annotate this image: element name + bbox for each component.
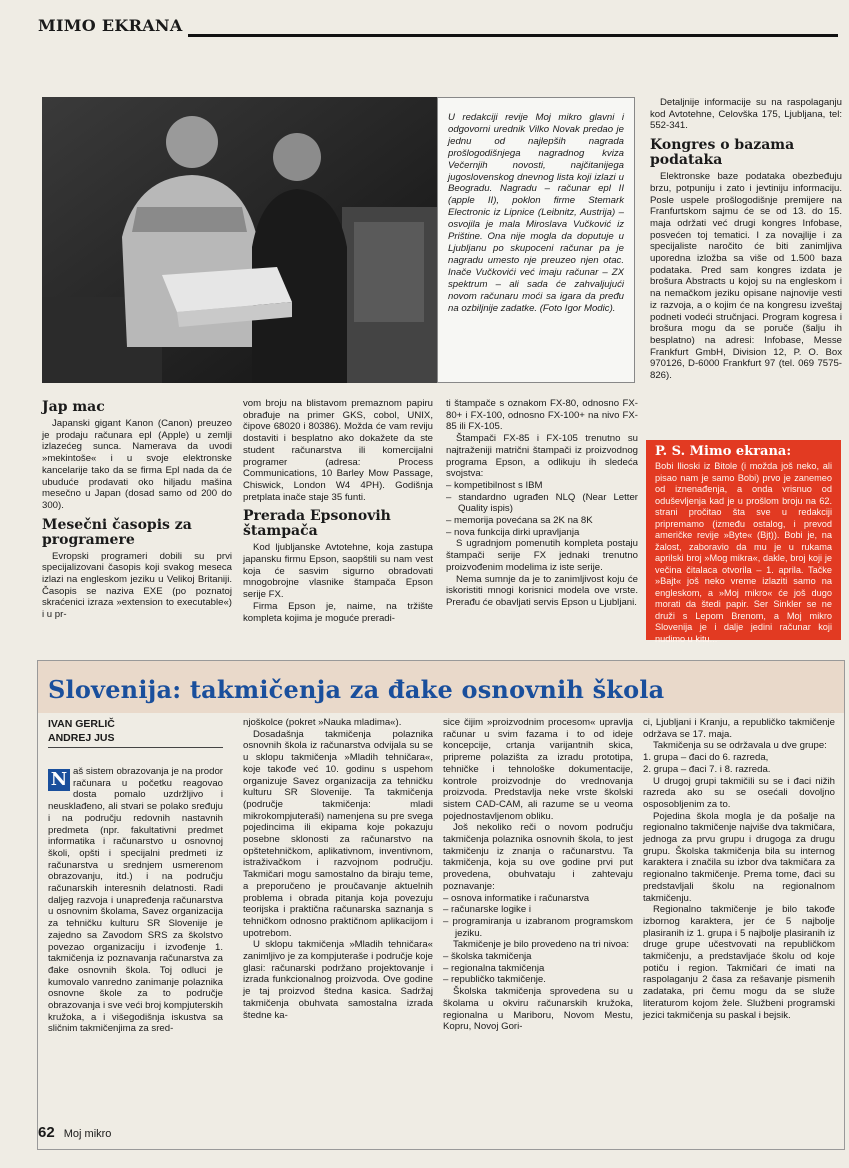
- epson-features-list: [446, 480, 638, 539]
- author: IVAN GERLIČ: [48, 718, 115, 730]
- feature-column-4: [643, 717, 835, 1021]
- feature-c2a: njoškolce (pokret »Nauka mladima«).: [243, 717, 402, 728]
- feature-c3a: sice čijim »proizvodnim procesom« upravlja računar u svim fazama i to od ideje koncepcije, crtanja varijantnih skica, pripreme polazišta za izradu prototipa, tehničke i tehnološke dokumentacije, kontrole proizvodnje do vrednovanja proizvoda. Predstavlja neke vrste školski sistem CAD-CAM, ali razume se u veoma pojednostavljenom obliku.: [443, 717, 633, 822]
- page-number: 62: [38, 1124, 55, 1141]
- feature-c3b: Još nekoliko reči o novom području takmičenja polaznika osnovnih škola, to jest takmičenju iz znanja o računarstvu. Ta takmičenja, koja su ove godine prvi put provedena, obuhvataju i zahtevaju poznavanje:: [443, 822, 633, 892]
- feature-c3c: Takmičenje je bilo provedeno na tri nivoa:: [453, 939, 629, 951]
- ps-text: Bobi Ilioski iz Bitole (i možda još neko, ali pisao nam je samo Bobi) prvo je zanemeo od iznenađenja, a onda vrisnuo od oduševljenja kad je u prošlom broju na 62. strani pročitao šta sve u redakciji pripremamo (između ostalog, i prevod američke revije »Byte« (Bjt)). Bobi je, na žalost, zaboravio da mu je u rukama aprilski broj »Mog mikra«, dakle, broj koji je večina čitalaca otvorila – 1. aprila. Tačke »Bajt« još neko vreme izlaziti samo na engleskom, a »Moj mikro« će još dugo morati da štedi papir. Ser Sinkler se ne druži s Lepom Brenom, a Moj mikro Slovenija je i dalje jedini računar koji nudimo u kitu...: [655, 461, 832, 644]
- page-footer: [38, 1124, 111, 1141]
- epson-body-4: Nema sumnje da je to zanimljivost koju će iskoristiti mnogi korisnici modela ove vrste. Prerađu će obavljati servis Epson u Ljubljani.: [446, 573, 638, 608]
- congress-body: Elektronske baze podataka obezbeđuju brzu, potpuniju i zato i jevtiniju informaciju. Posle uspele prošlogodišnje premijere na Franfurtskom sajmu će se od 13. do 15. maja održati već drugi kongres Infobase, posvećen toj tematici. I za novajlije i za specijaliste naročito će biti zanimljiva uporedna izložba sa više od 1.500 baza podataka. Pred sam kongres izdata je brošura Abstracts u kojoj su na engleskom i na nemačkom jeziku opisane najnovije vesti iz razvoja, a o kojim će na kongresu izveštaj podneti vodeći stručnjaci. Program kogresa i brošura mogu da se poruče (šalju ih besplatno) na adresi: Infobase, Messe Frankfurt GmbH, Division 12, P. O. Box 970126, D-6000 Frankfurt 97 (tel. 069 7575-826).: [650, 171, 842, 382]
- feature-intro: [48, 766, 223, 1035]
- magazine-body: Evropski programeri dobili su prvi specijalizovani časopis koji svakog meseca izlazi na engleskom jeziku u Velikoj Britaniji. Časopis se naziva EXE (po poznatoj skraćenici izraza »extension to executable«) i u pr-: [42, 550, 232, 621]
- epson-features-intro: Štampači FX-85 i FX-105 trenutno su najtraženiji matrični štampači iz proizvodnog programa Epson, a odlikuju ih sledeća svojstva:: [446, 433, 638, 480]
- epson-continued: ti štampače s oznakom FX-80, odnosno FX-80+ i FX-100, odnosno FX-100+ na nivo FX-85 ili FX-105.: [446, 398, 638, 433]
- list-item: – nova funkcija dirki upravljanja: [446, 526, 580, 538]
- list-item: 1. grupa – đaci do 6. razreda,: [643, 752, 769, 764]
- epson-body-3: S ugradnjom pomenutih kompleta postaju štampači serije FX jednaki trenutno proizvođenim modelima iz iste serije.: [446, 538, 638, 573]
- feature-c4e: Regionalno takmičenje je bilo takođe izbornog karaktera, jer će 5 najbolje plasiranih iz 1. grupa i 5 najbolje plasiranih iz druge grupe učestvovati na republičkom takmičenju, a predstavljaće školu od koje potiču i region. Takmičari će imati na raspolaganju 2 časa za rešavanje pismenih zadataka, pri čemu mogu da se služe literaturom kojom žele. Službeni programski jezici takmičenja su paskal i bejsik.: [643, 904, 835, 1021]
- ps-title: P. S. Mimo ekrana:: [655, 444, 792, 459]
- feature-c4d: Pojedina škola mogla je da pošalje na regionalno takmičenje najviše dva takmičara, jednoga za prvu grupu i drugoga za drugu grupu. Školska takmičenja bila su internog karaktera i značila su izbor dva takmičara za regionalno takmičenje. Prema tome, đaci su predstavljali školu na regionalnom takmičenju.: [643, 810, 835, 904]
- feature-c4a: ci, Ljubljani i Kranju, a republičko takmičenje održava se 17. maja.: [643, 717, 835, 740]
- knowledge-list: [443, 893, 633, 940]
- list-item: – memorija povećana sa 2K na 8K: [446, 515, 593, 527]
- feature-column-2: [243, 717, 433, 1021]
- congress-heading: Kongres o bazama podataka: [650, 137, 795, 169]
- header-rule: [188, 34, 838, 37]
- feature-c2c: U sklopu takmičenja »Mladih tehničara« zanimljivo je za kompjuteraše i područje koje glasi: računarski podržano projektovanje i izrada funkcionalnog proizvoda. Ove godine je taj proizvod štedna kasica. Sadržaj takmičenja obuhvata samostalna izrada štedne ka-: [243, 939, 433, 1021]
- author: ANDREJ JUS: [48, 732, 115, 744]
- section-title: MIMO EKRANA: [38, 16, 183, 35]
- feature-intro-text: aš sistem obrazovanja je na prodor računara u početku reagovao dosta pomalo uzdržljivo i neusklađeno, ali stvari se polako sređuju i na području redovnih nastavnih predmeta (npr. fakultativni predmet informatika i računarstvo u osnovnoj školi, opšti i specijalni predmeti iz računarstva u srednjem usmerenom obrazovanju, itd.) i na području računarskih interesnih delatnosti. Radi daljeg razvoja i unapređenja računarstva u osnovnim školama, Savez organizacija za tehničku kulturu SR Slovenije je zajedno sa Zavodom SRS za školstvo povezao organizaciju i izvođenje 1. takmičenja iz poznavanja računarstva za đake osnovnih škola. Toj odluci je kumovalo vanredno zanimanje polaznika osnovne škole za to područje obrazovanja i sve veći broj kompjuterskih kružoka, a i višegodišnja iskustva sa sličnim takmičenjima za sred-: [48, 766, 223, 1035]
- column-3: [446, 398, 638, 609]
- list-item: – programiranja u izabranom programskom jeziku.: [443, 915, 633, 939]
- list-item: – republičko takmičenje.: [443, 974, 546, 986]
- magazine-heading: Mesečni časopis za programere: [42, 516, 192, 548]
- list-item: – školska takmičenja: [443, 951, 532, 963]
- feature-column-3: [443, 717, 633, 1033]
- epson-body-1: Kod ljubljanske Avtotehne, koja zastupa japansku firmu Epson, saopštili su nam vest koja će sasvim sigurno obradovati mnogobrojne vlasnike štampača Epson serije FX.: [243, 542, 433, 601]
- list-item: – računarske logike i: [443, 904, 531, 916]
- feature-column-1: [48, 717, 223, 1035]
- magazine-name: Moj mikro: [63, 1128, 112, 1140]
- photo-caption: U redakciji revije Moj mikro glavni i odgovorni urednik Vilko Novak predao je jednu od najlepših nagrada prošlogodišnjega nagradnog kviza Večernjih novosti, najčitanijega jugoslovenskog dnevnog lista koji izlazi u Beogradu. Nagradu – računar epl II (apple II), poklon firme Stemark Electronic iz Lipnice (Leibnitz, Austrija) – osvojila je mala Miroslava Vučković iz Prištine. Ona nije mogla da doputuje u Ljubljanu po skupoceni računar pa je nagradu umesto nje preuzeo njen otac. Inače Vučkovići već imaju računar – ZX spektrum – ali sada će zahvaljujući novom računaru moći sa igara da pređu na ozbiljnije zadatke. (Foto Igor Modic).: [437, 97, 635, 383]
- jap-mac-body: Japanski gigant Kanon (Canon) preuzeo je prodaju računara epl (Apple) u zemlji izlazećeg sunca. Namerava da uvodi »mekintoše« i u svoje elektronske kancelarije tako da se firma Epl nada da će ubuduće prodavati oko hiljadu mašina mesečno u Japan (dosad samo od 200 do 300).: [42, 418, 232, 511]
- list-item: – standardno ugrađen NLQ (Near Letter Quality ispis): [446, 491, 638, 515]
- feature-c2b: Dosadašnja takmičenja polaznika osnovnih škola iz računarstva odvijala su se u sklopu takmičenja »Mladih tehničara«, koje takođe već 10. godinu s uspehom organizuje Savez organizacija za tehničku kulturu SR Slovenije. Ta takmičenja (područje takmičenja: mladi mikrokompjuteraši) namenjena su pre svega pojedincima ili ekipama koje pokazuju posebne sklonosti za računarstvo na opštetehničkom, aplikativnom, inventivnom, istraživačkom i razvojnom području. Takmičari mogu samostalno da biraju teme, a preporučeno je proučavanje aktuelnih problema i obrada pitanja koja povezuju teorijska i praktična računarska saznanja s tehničkom odnosno praktičnom aplikacijom i upotrebom.: [243, 728, 433, 939]
- list-item: 2. grupa – đaci 7. i 8. razreda.: [643, 763, 771, 775]
- author-rule: [48, 747, 223, 748]
- column-1: [42, 396, 232, 621]
- levels-list: [443, 951, 633, 986]
- dropcap: N: [48, 769, 70, 791]
- right-top-column: [650, 97, 842, 382]
- column-2: [243, 398, 433, 624]
- list-item: – regionalna takmičenja: [443, 962, 545, 974]
- list-item: – osnova informatike i računarstva: [443, 892, 590, 904]
- news-photo: [42, 97, 437, 383]
- feature-c4b: Takmičenja su se održavala u dve grupe:: [653, 740, 827, 752]
- feature-article: [37, 660, 845, 1150]
- feature-title: Slovenija: takmičenja za đake osnovnih škola: [48, 675, 665, 704]
- feature-c4c: U drugoj grupi takmičili su se i đaci nižih razreda ako su se osećali dovoljno osposobljenim za to.: [643, 775, 835, 810]
- feature-title-band: [38, 661, 844, 713]
- magazine-continued: vom broju na blistavom premaznom papiru obrađuje na primer GKS, cobol, UNIX, čipove 68020 i 80386). Možda će vam reviju dostaviti i besplatno ako dokažete da ste student računarstva ili komercijalni programer (adresa: Process Communications, 10 Barley Mow Passage, Chiswick, London W4 4PH). Godišnja pretplata inače staje 35 funti.: [243, 398, 433, 503]
- photo-illustration: [42, 97, 437, 383]
- section-header: [38, 14, 838, 38]
- jap-mac-heading: Jap mac: [42, 399, 105, 415]
- epson-heading: Prerada Epsonovih štampača: [243, 508, 391, 540]
- ps-box: [646, 440, 841, 644]
- groups-list: [643, 752, 835, 775]
- list-item: – kompetibilnost s IBM: [446, 479, 543, 491]
- epson-body-2: Firma Epson je, naime, na tržište kompleta kojima je moguće preradi-: [243, 600, 433, 624]
- feature-c3d: Školska takmičenja sprovedena su u školama u okviru računarskih kružoka, regionalna u Mariboru, Novom Mestu, Kopru, Novoj Gori-: [443, 986, 633, 1033]
- avtotehna-info: Detaljnije informacije su na raspolaganju kod Avtotehne, Celovška 175, Ljubljana, tel: 552-341.: [650, 97, 842, 132]
